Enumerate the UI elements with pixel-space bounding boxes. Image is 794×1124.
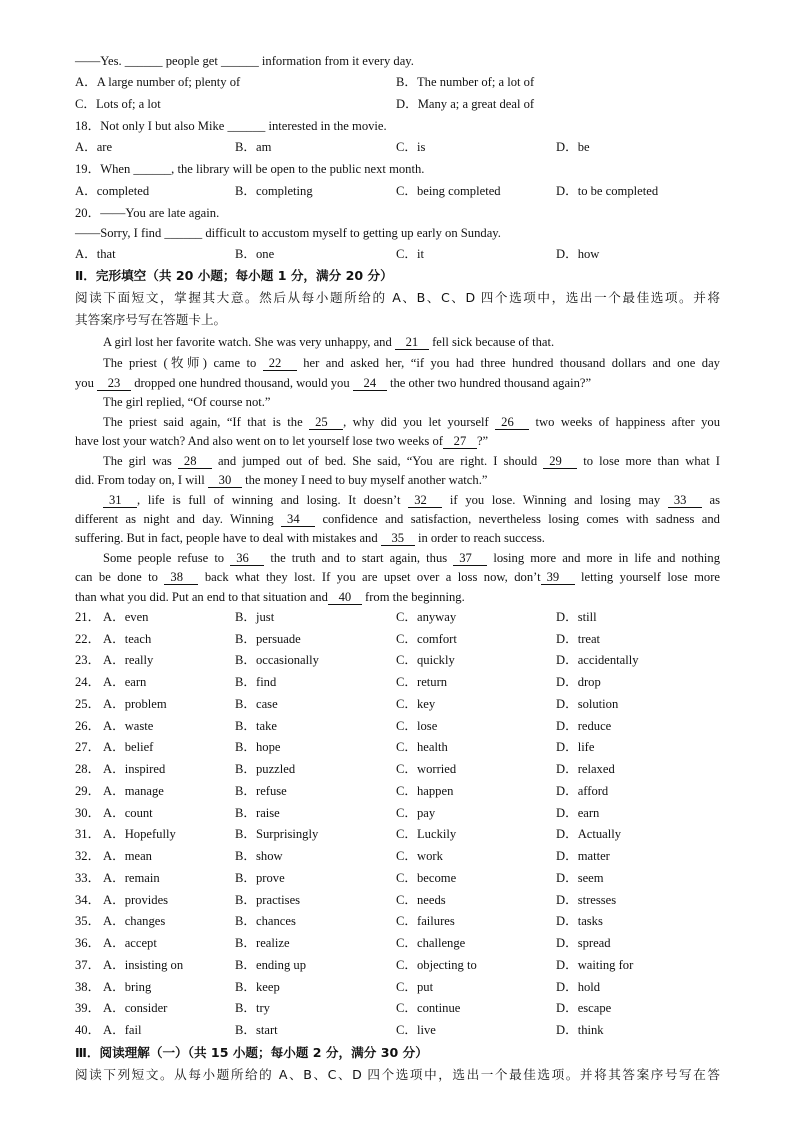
option: A．count xyxy=(103,805,153,820)
question-stem: ——Sorry, I find ______ difficult to accustom myself to getting up early on Sunday. xyxy=(75,226,501,240)
option: B．keep xyxy=(235,979,280,994)
option: D．accidentally xyxy=(556,653,639,668)
question-number: 39． xyxy=(75,1001,101,1016)
option: D．escape xyxy=(556,1001,612,1016)
passage-line xyxy=(75,588,720,606)
blank-39: 39 xyxy=(541,570,575,585)
option: A．belief xyxy=(103,740,154,755)
option: C．key xyxy=(396,696,436,711)
passage-text: losing more and more in life and nothing xyxy=(487,551,720,565)
passage-line xyxy=(75,568,720,586)
question-number: 21． xyxy=(75,610,101,624)
question-number: 23． xyxy=(75,653,101,668)
option: D．seem xyxy=(556,870,604,885)
option: B．am xyxy=(235,140,272,154)
passage-text: , life is full of winning and losing. It doesn’t xyxy=(137,493,409,507)
option: D．life xyxy=(556,740,595,755)
question-number: 33． xyxy=(75,870,101,885)
passage-text: different as night and day. Winning xyxy=(75,512,282,526)
passage-text: confidence and satisfaction, nevertheless losing comes with sadness and xyxy=(315,512,720,526)
passage-text: as xyxy=(701,493,720,507)
passage-line xyxy=(103,393,720,411)
option: A．waste xyxy=(103,718,154,733)
option: B．realize xyxy=(235,936,290,951)
question-number: 34． xyxy=(75,892,101,907)
passage-text: A girl lost her favorite watch. She was very unhappy, and xyxy=(103,335,395,349)
passage-text: The priest said again, “If that is the xyxy=(103,415,310,429)
option: C．is xyxy=(396,140,426,154)
blank-33: 33 xyxy=(668,493,702,508)
passage-text: letting yourself lose more xyxy=(574,570,720,584)
passage-line xyxy=(75,432,720,450)
option: C．it xyxy=(396,247,424,261)
passage-line xyxy=(75,529,720,547)
option: B．puzzled xyxy=(235,762,296,777)
option: C．needs xyxy=(396,892,446,907)
option: B．Surprisingly xyxy=(235,827,319,842)
option: B．practises xyxy=(235,892,301,907)
option: B．show xyxy=(235,849,283,864)
question-number: 30． xyxy=(75,805,101,820)
passage-text: two weeks of happiness after you xyxy=(529,415,720,429)
option: B．persuade xyxy=(235,631,301,646)
passage-line xyxy=(75,374,720,392)
option: C．lose xyxy=(396,718,438,733)
option: A．bring xyxy=(103,979,152,994)
option: C．being completed xyxy=(396,184,501,198)
question-number: 26． xyxy=(75,718,101,733)
option: C．become xyxy=(396,870,457,885)
blank-23: 23 xyxy=(97,376,131,391)
option: A．problem xyxy=(103,696,167,711)
passage-text: and jumped out of bed. She said, “You are right. I should xyxy=(211,454,544,468)
passage-line xyxy=(75,471,720,489)
option: C．Lots of; a lot xyxy=(75,97,161,111)
blank-25: 25 xyxy=(309,415,343,430)
option: D．to be completed xyxy=(556,184,659,198)
question-number: 31． xyxy=(75,827,101,842)
option: B．refuse xyxy=(235,783,287,798)
passage-text: from the beginning. xyxy=(361,590,465,604)
option: A．manage xyxy=(103,783,164,798)
option: C．work xyxy=(396,849,443,864)
option: D．matter xyxy=(556,849,610,864)
option: D．how xyxy=(556,247,600,261)
passage-text: if you lose. Winning and losing may xyxy=(442,493,668,507)
blank-31: 31 xyxy=(103,493,137,508)
passage-line xyxy=(75,510,720,528)
option: A．fail xyxy=(103,1023,142,1038)
passage-text: back what they lost. If you are upset over a loss now, don’t xyxy=(198,570,541,584)
blank-37: 37 xyxy=(453,551,487,566)
option: D．Actually xyxy=(556,827,622,842)
passage-line xyxy=(103,413,720,431)
option: A．teach xyxy=(103,631,152,646)
option: D．earn xyxy=(556,805,600,820)
passage-text: the money I need to buy myself another watch.” xyxy=(241,473,488,487)
option: D．solution xyxy=(556,696,619,711)
question-number: 35． xyxy=(75,914,101,929)
blank-22: 22 xyxy=(263,356,297,371)
option: D．think xyxy=(556,1023,604,1038)
option: C．pay xyxy=(396,805,436,820)
blank-30: 30 xyxy=(208,473,242,488)
option: A．accept xyxy=(103,936,157,951)
section-instruction: 阅读下列短文。从每小题所给的 A、B、C、D 四个选项中，选出一个最佳选项。并将其答案序号写在答 xyxy=(75,1067,720,1082)
option: A．provides xyxy=(103,892,169,907)
passage-text: The girl was xyxy=(103,454,178,468)
passage-text: The priest (牧师) came to xyxy=(103,356,263,370)
option: A．completed xyxy=(75,184,150,198)
option: D．stresses xyxy=(556,892,617,907)
blank-26: 26 xyxy=(495,415,529,430)
option: B．just xyxy=(235,610,275,624)
passage-text: Some people refuse to xyxy=(103,551,231,565)
passage-line xyxy=(103,333,720,351)
option: B．try xyxy=(235,1001,270,1016)
option: C．return xyxy=(396,675,448,690)
blank-34: 34 xyxy=(281,512,315,527)
option: C．challenge xyxy=(396,936,466,951)
option: D．Many a; a great deal of xyxy=(396,97,535,111)
blank-27: 27 xyxy=(443,434,477,449)
blank-35: 35 xyxy=(381,531,415,546)
passage-text: ?” xyxy=(476,434,489,448)
passage-text: the other two hundred thousand again?” xyxy=(386,376,592,390)
question-number: 29． xyxy=(75,783,101,798)
passage-line xyxy=(103,452,720,470)
option: A．remain xyxy=(103,870,160,885)
option: A．really xyxy=(103,653,154,668)
question-number: 22． xyxy=(75,631,101,646)
option: C．worried xyxy=(396,762,457,777)
option: D．reduce xyxy=(556,718,612,733)
option: B．ending up xyxy=(235,957,307,972)
option: B．hope xyxy=(235,740,281,755)
question-number: 28． xyxy=(75,762,101,777)
passage-text: her and asked her, “if you had three hundred thousand dollars and one day xyxy=(296,356,720,370)
option: C．comfort xyxy=(396,631,457,646)
option: D．relaxed xyxy=(556,762,615,777)
passage-text: can be done to xyxy=(75,570,165,584)
passage-text: fell sick because of that. xyxy=(428,335,555,349)
option: B．find xyxy=(235,675,277,690)
option: C．anyway xyxy=(396,610,457,624)
question-number: 37． xyxy=(75,957,101,972)
question-number: 24． xyxy=(75,675,101,690)
option: C．failures xyxy=(396,914,455,929)
option: D．be xyxy=(556,140,590,154)
option: C．health xyxy=(396,740,448,755)
option: A．that xyxy=(75,247,116,261)
option: B．one xyxy=(235,247,275,261)
option: B．chances xyxy=(235,914,296,929)
question-stem: 20．——You are late again. xyxy=(75,206,220,220)
option: B．case xyxy=(235,696,278,711)
option: B．completing xyxy=(235,184,313,198)
question-number: 38． xyxy=(75,979,101,994)
passage-text: dropped one hundred thousand, would you xyxy=(131,376,353,390)
option: C．quickly xyxy=(396,653,455,668)
option: C．happen xyxy=(396,783,454,798)
passage-text: have lost your watch? And also went on to let yourself lose two weeks of xyxy=(75,434,443,448)
section-instruction: 其答案序号写在答题卡上。 xyxy=(75,312,227,327)
option: B．take xyxy=(235,718,277,733)
blank-21: 21 xyxy=(395,335,429,350)
option: B．occasionally xyxy=(235,653,319,668)
option: C．continue xyxy=(396,1001,461,1016)
option: D．spread xyxy=(556,936,611,951)
blank-28: 28 xyxy=(178,454,212,469)
option: D．tasks xyxy=(556,914,603,929)
option: D．waiting for xyxy=(556,957,634,972)
option: B．raise xyxy=(235,805,280,820)
option: C．put xyxy=(396,979,434,994)
option: A．earn xyxy=(103,675,147,690)
passage-text: you xyxy=(75,376,98,390)
option: A．are xyxy=(75,140,113,154)
section-heading: Ⅱ．完形填空（共 20 小题；每小题 1 分，满分 20 分） xyxy=(75,268,393,283)
question-stem: 19．When ______, the library will be open to the public next month. xyxy=(75,162,425,176)
option: A．Hopefully xyxy=(103,827,176,842)
blank-38: 38 xyxy=(164,570,198,585)
question-number: 25． xyxy=(75,696,101,711)
option: D．drop xyxy=(556,675,601,690)
option: B．prove xyxy=(235,870,285,885)
section-heading: Ⅲ．阅读理解（一）（共 15 小题；每小题 2 分，满分 30 分） xyxy=(75,1045,428,1060)
option: C．Luckily xyxy=(396,827,457,842)
passage-text: The girl replied, “Of course not.” xyxy=(103,395,271,409)
option: A．changes xyxy=(103,914,166,929)
passage-text: the truth and to start again, thus xyxy=(264,551,454,565)
option: A．inspired xyxy=(103,762,166,777)
question-stem: 18．Not only I but also Mike ______ interested in the movie. xyxy=(75,119,387,133)
option: D．afford xyxy=(556,783,609,798)
question-number: 40． xyxy=(75,1023,101,1038)
passage-text: in order to reach success. xyxy=(414,531,545,545)
blank-29: 29 xyxy=(543,454,577,469)
option: D．treat xyxy=(556,631,601,646)
passage-line xyxy=(103,549,720,567)
passage-line xyxy=(103,354,720,372)
option: C．objecting to xyxy=(396,957,477,972)
option: D．hold xyxy=(556,979,601,994)
option: B．start xyxy=(235,1023,278,1038)
option: D．still xyxy=(556,610,597,624)
option: B．The number of; a lot of xyxy=(396,75,535,89)
blank-40: 40 xyxy=(328,590,362,605)
question-number: 32． xyxy=(75,849,101,864)
option: A．mean xyxy=(103,849,152,864)
option: C．live xyxy=(396,1023,436,1038)
section-instruction: 阅读下面短文，掌握其大意。然后从每小题所给的 A、B、C、D 四个选项中，选出一个最佳选项。并将 xyxy=(75,290,720,305)
passage-text: , why did you let yourself xyxy=(343,415,496,429)
passage-line xyxy=(103,491,720,509)
blank-24: 24 xyxy=(353,376,387,391)
passage-text: did. From today on, I will xyxy=(75,473,208,487)
option: A．consider xyxy=(103,1001,168,1016)
question-number: 27． xyxy=(75,740,101,755)
option: A．A large number of; plenty of xyxy=(75,75,241,89)
question-number: 36． xyxy=(75,936,101,951)
passage-text: to lose more than what I xyxy=(577,454,720,468)
question-stem: ——Yes. ______ people get ______ information from it every day. xyxy=(75,54,414,68)
passage-text: than what you did. Put an end to that situation and xyxy=(75,590,328,604)
option: A．even xyxy=(103,610,149,624)
blank-36: 36 xyxy=(230,551,264,566)
option: A．insisting on xyxy=(103,957,184,972)
blank-32: 32 xyxy=(408,493,442,508)
passage-text: suffering. But in fact, people have to deal with mistakes and xyxy=(75,531,381,545)
